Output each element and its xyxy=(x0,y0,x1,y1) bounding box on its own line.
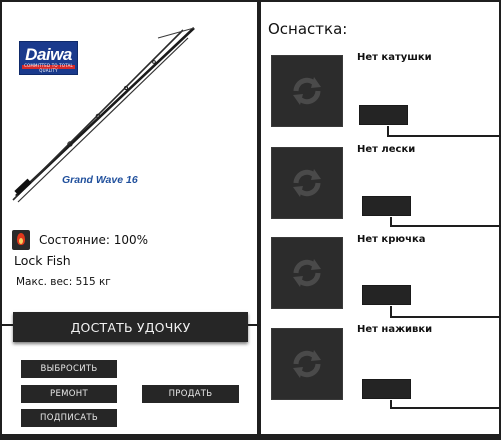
tackle-title: Оснастка: xyxy=(268,20,348,38)
divider-stub-left xyxy=(0,324,13,326)
hook-slot-label: Нет крючка xyxy=(357,234,426,245)
reel-connector-h xyxy=(387,135,501,137)
max-weight-text: Макс. вес: 515 кг xyxy=(16,276,111,288)
reel-slot[interactable] xyxy=(271,55,343,127)
hook-connector-h xyxy=(390,316,501,318)
refresh-icon xyxy=(290,347,324,381)
reel-slot-button[interactable] xyxy=(359,105,408,125)
sell-button[interactable]: ПРОДАТЬ xyxy=(142,385,239,403)
bait-slot-button[interactable] xyxy=(362,379,411,399)
tackle-panel xyxy=(261,2,499,434)
line-slot[interactable] xyxy=(271,147,343,219)
refresh-icon xyxy=(290,74,324,108)
rod-detail-panel xyxy=(2,2,257,434)
daiwa-logo xyxy=(19,41,78,75)
flame-icon xyxy=(12,230,30,250)
refresh-icon xyxy=(290,166,324,200)
throw-away-button[interactable]: ВЫБРОСИТЬ xyxy=(21,360,117,378)
brand-logo-tagline: COMMITTED TO TOTAL QUALITY xyxy=(24,63,73,73)
sign-button[interactable]: ПОДПИСАТЬ xyxy=(21,409,117,427)
line-slot-label: Нет лески xyxy=(357,144,416,155)
refresh-icon xyxy=(290,256,324,290)
line-slot-button[interactable] xyxy=(362,196,411,216)
reel-slot-label: Нет катушки xyxy=(357,52,432,63)
hook-slot-button[interactable] xyxy=(362,285,411,305)
take-rod-button[interactable]: ДОСТАТЬ УДОЧКУ xyxy=(13,312,248,342)
bait-connector-h xyxy=(390,407,501,409)
rod-name: Lock Fish xyxy=(14,253,71,268)
condition-row xyxy=(12,230,148,250)
bait-slot[interactable] xyxy=(271,328,343,400)
bait-slot-label: Нет наживки xyxy=(357,324,433,335)
hook-slot[interactable] xyxy=(271,237,343,309)
line-connector-h xyxy=(390,225,501,227)
repair-button[interactable]: РЕМОНТ xyxy=(21,385,117,403)
brand-logo-word: Daiwa xyxy=(25,45,72,64)
condition-text: Состояние: 100% xyxy=(39,233,149,247)
rod-model-caption: Grand Wave 16 xyxy=(62,174,138,186)
